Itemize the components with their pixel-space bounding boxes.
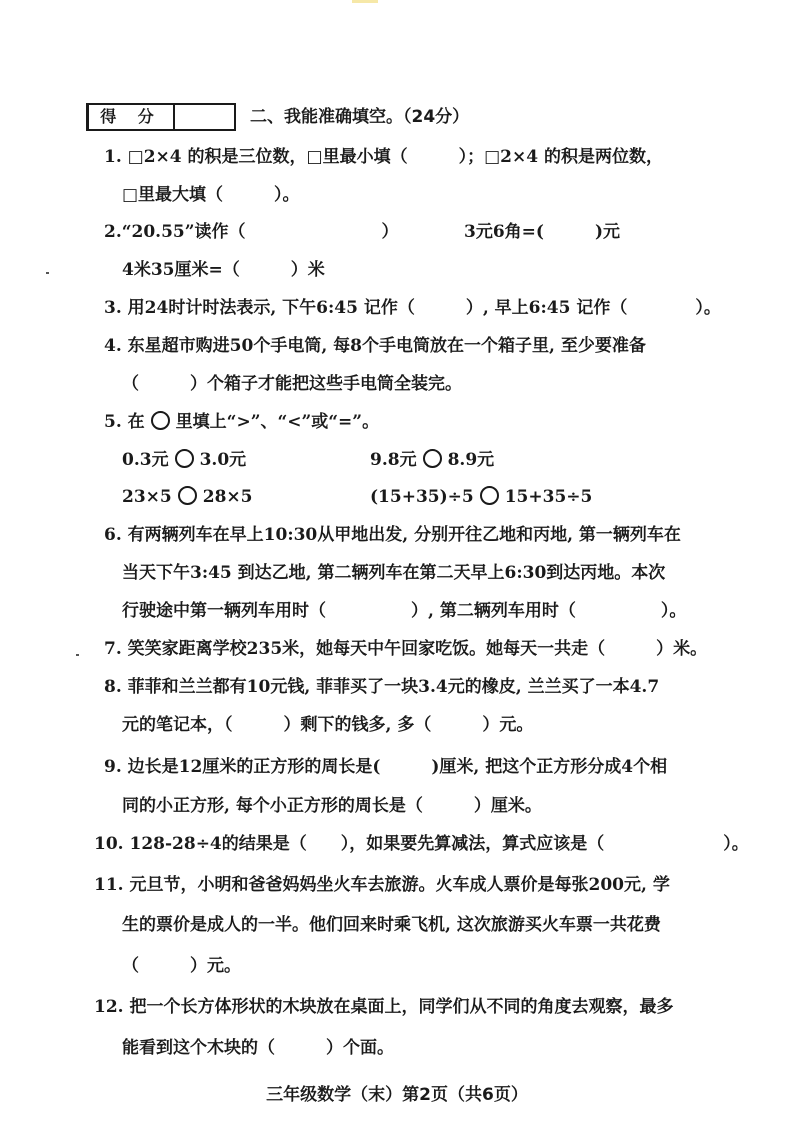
question-11-line-3: （ ）元。 xyxy=(122,956,241,976)
question-2-part-b: 3元6角=( )元 xyxy=(464,222,620,242)
question-11-line-2: 生的票价是成人的一半。他们回来时乘飞机, 这次旅游买火车票一共花费 xyxy=(122,915,661,935)
question-6-line-3: 行驶途中第一辆列车用时（ ）, 第二辆列车用时（ ）。 xyxy=(122,601,687,621)
question-5-row-1 xyxy=(122,449,582,471)
question-1-line-1: 1. □2×4 的积是三位数，□里最小填（ ）；□2×4 的积是两位数， xyxy=(104,147,663,167)
compare-2-left: 9.8元 xyxy=(370,450,417,470)
question-1-line-2: □里最大填（ ）。 xyxy=(122,185,300,205)
compare-circle-2[interactable] xyxy=(423,449,442,468)
compare-3-right: 28×5 xyxy=(202,487,253,507)
circle-icon xyxy=(151,411,170,430)
question-5-line-1 xyxy=(104,411,379,433)
question-10: 10. 128-28÷4的结果是（ ），如果要先算减法，算式应该是（ ）。 xyxy=(94,834,749,854)
question-11-line-1: 11. 元旦节，小明和爸爸妈妈坐火车去旅游。火车成人票价是每张200元, 学 xyxy=(94,875,670,895)
compare-circle-4[interactable] xyxy=(480,486,499,505)
question-12-line-1: 12. 把一个长方体形状的木块放在桌面上，同学们从不同的角度去观察，最多 xyxy=(94,997,674,1017)
question-5-prefix: 5. 在 xyxy=(104,412,145,432)
question-6-line-1: 6. 有两辆列车在早上10:30从甲地出发, 分别开往乙地和丙地, 第一辆列车在 xyxy=(104,525,681,545)
question-4-line-1: 4. 东星超市购进50个手电筒, 每8个手电筒放在一个箱子里, 至少要准备 xyxy=(104,336,646,356)
section-title: 二、我能准确填空。（24分） xyxy=(250,107,470,127)
compare-1-left: 0.3元 xyxy=(122,450,169,470)
question-9-line-2: 同的小正方形, 每个小正方形的周长是（ ）厘米。 xyxy=(122,796,542,816)
scan-speck xyxy=(76,654,79,656)
compare-3 xyxy=(122,486,252,508)
question-4-line-2: （ ）个箱子才能把这些手电筒全装完。 xyxy=(122,374,462,394)
question-7: 7. 笑笑家距离学校235米，她每天中午回家吃饭。她每天一共走（ ）米。 xyxy=(104,639,708,659)
compare-4 xyxy=(370,486,592,508)
question-9-line-1: 9. 边长是12厘米的正方形的周长是( )厘米, 把这个正方形分成4个相 xyxy=(104,757,668,777)
question-5-instruction: 里填上“>”、“<”或“=”。 xyxy=(175,412,380,432)
scan-speck xyxy=(46,272,49,274)
page-footer: 三年级数学（末）第2页（共6页） xyxy=(266,1085,528,1105)
question-6-line-2: 当天下午3:45 到达乙地, 第二辆列车在第二天早上6:30到达丙地。本次 xyxy=(122,563,666,583)
question-2-part-a: 2.“20.55”读作（ ） xyxy=(104,222,399,242)
question-12-line-2: 能看到这个木块的（ ）个面。 xyxy=(122,1038,394,1058)
compare-3-left: 23×5 xyxy=(122,487,172,507)
compare-1-right: 3.0元 xyxy=(199,450,247,470)
question-2-line-2: 4米35厘米=（ ）米 xyxy=(122,260,325,280)
compare-circle-3[interactable] xyxy=(178,486,197,505)
question-2-line-1 xyxy=(104,221,664,243)
score-box xyxy=(86,103,236,131)
compare-4-left: (15+35)÷5 xyxy=(370,487,474,507)
score-blank[interactable] xyxy=(175,105,234,129)
question-8-line-2: 元的笔记本，（ ）剩下的钱多, 多（ ）元。 xyxy=(122,715,534,735)
scan-mark xyxy=(352,0,378,3)
question-3: 3. 用24时计时法表示, 下午6:45 记作（ ）, 早上6:45 记作（ ）。 xyxy=(104,298,721,318)
question-5-row-2 xyxy=(122,486,622,508)
compare-1 xyxy=(122,449,246,471)
compare-circle-1[interactable] xyxy=(175,449,194,468)
compare-2-right: 8.9元 xyxy=(447,450,495,470)
question-8-line-1: 8. 菲菲和兰兰都有10元钱, 菲菲买了一块3.4元的橡皮, 兰兰买了一本4.7 xyxy=(104,677,660,697)
score-label: 得 分 xyxy=(89,105,175,129)
compare-4-right: 15+35÷5 xyxy=(504,487,593,507)
compare-2 xyxy=(370,449,494,471)
